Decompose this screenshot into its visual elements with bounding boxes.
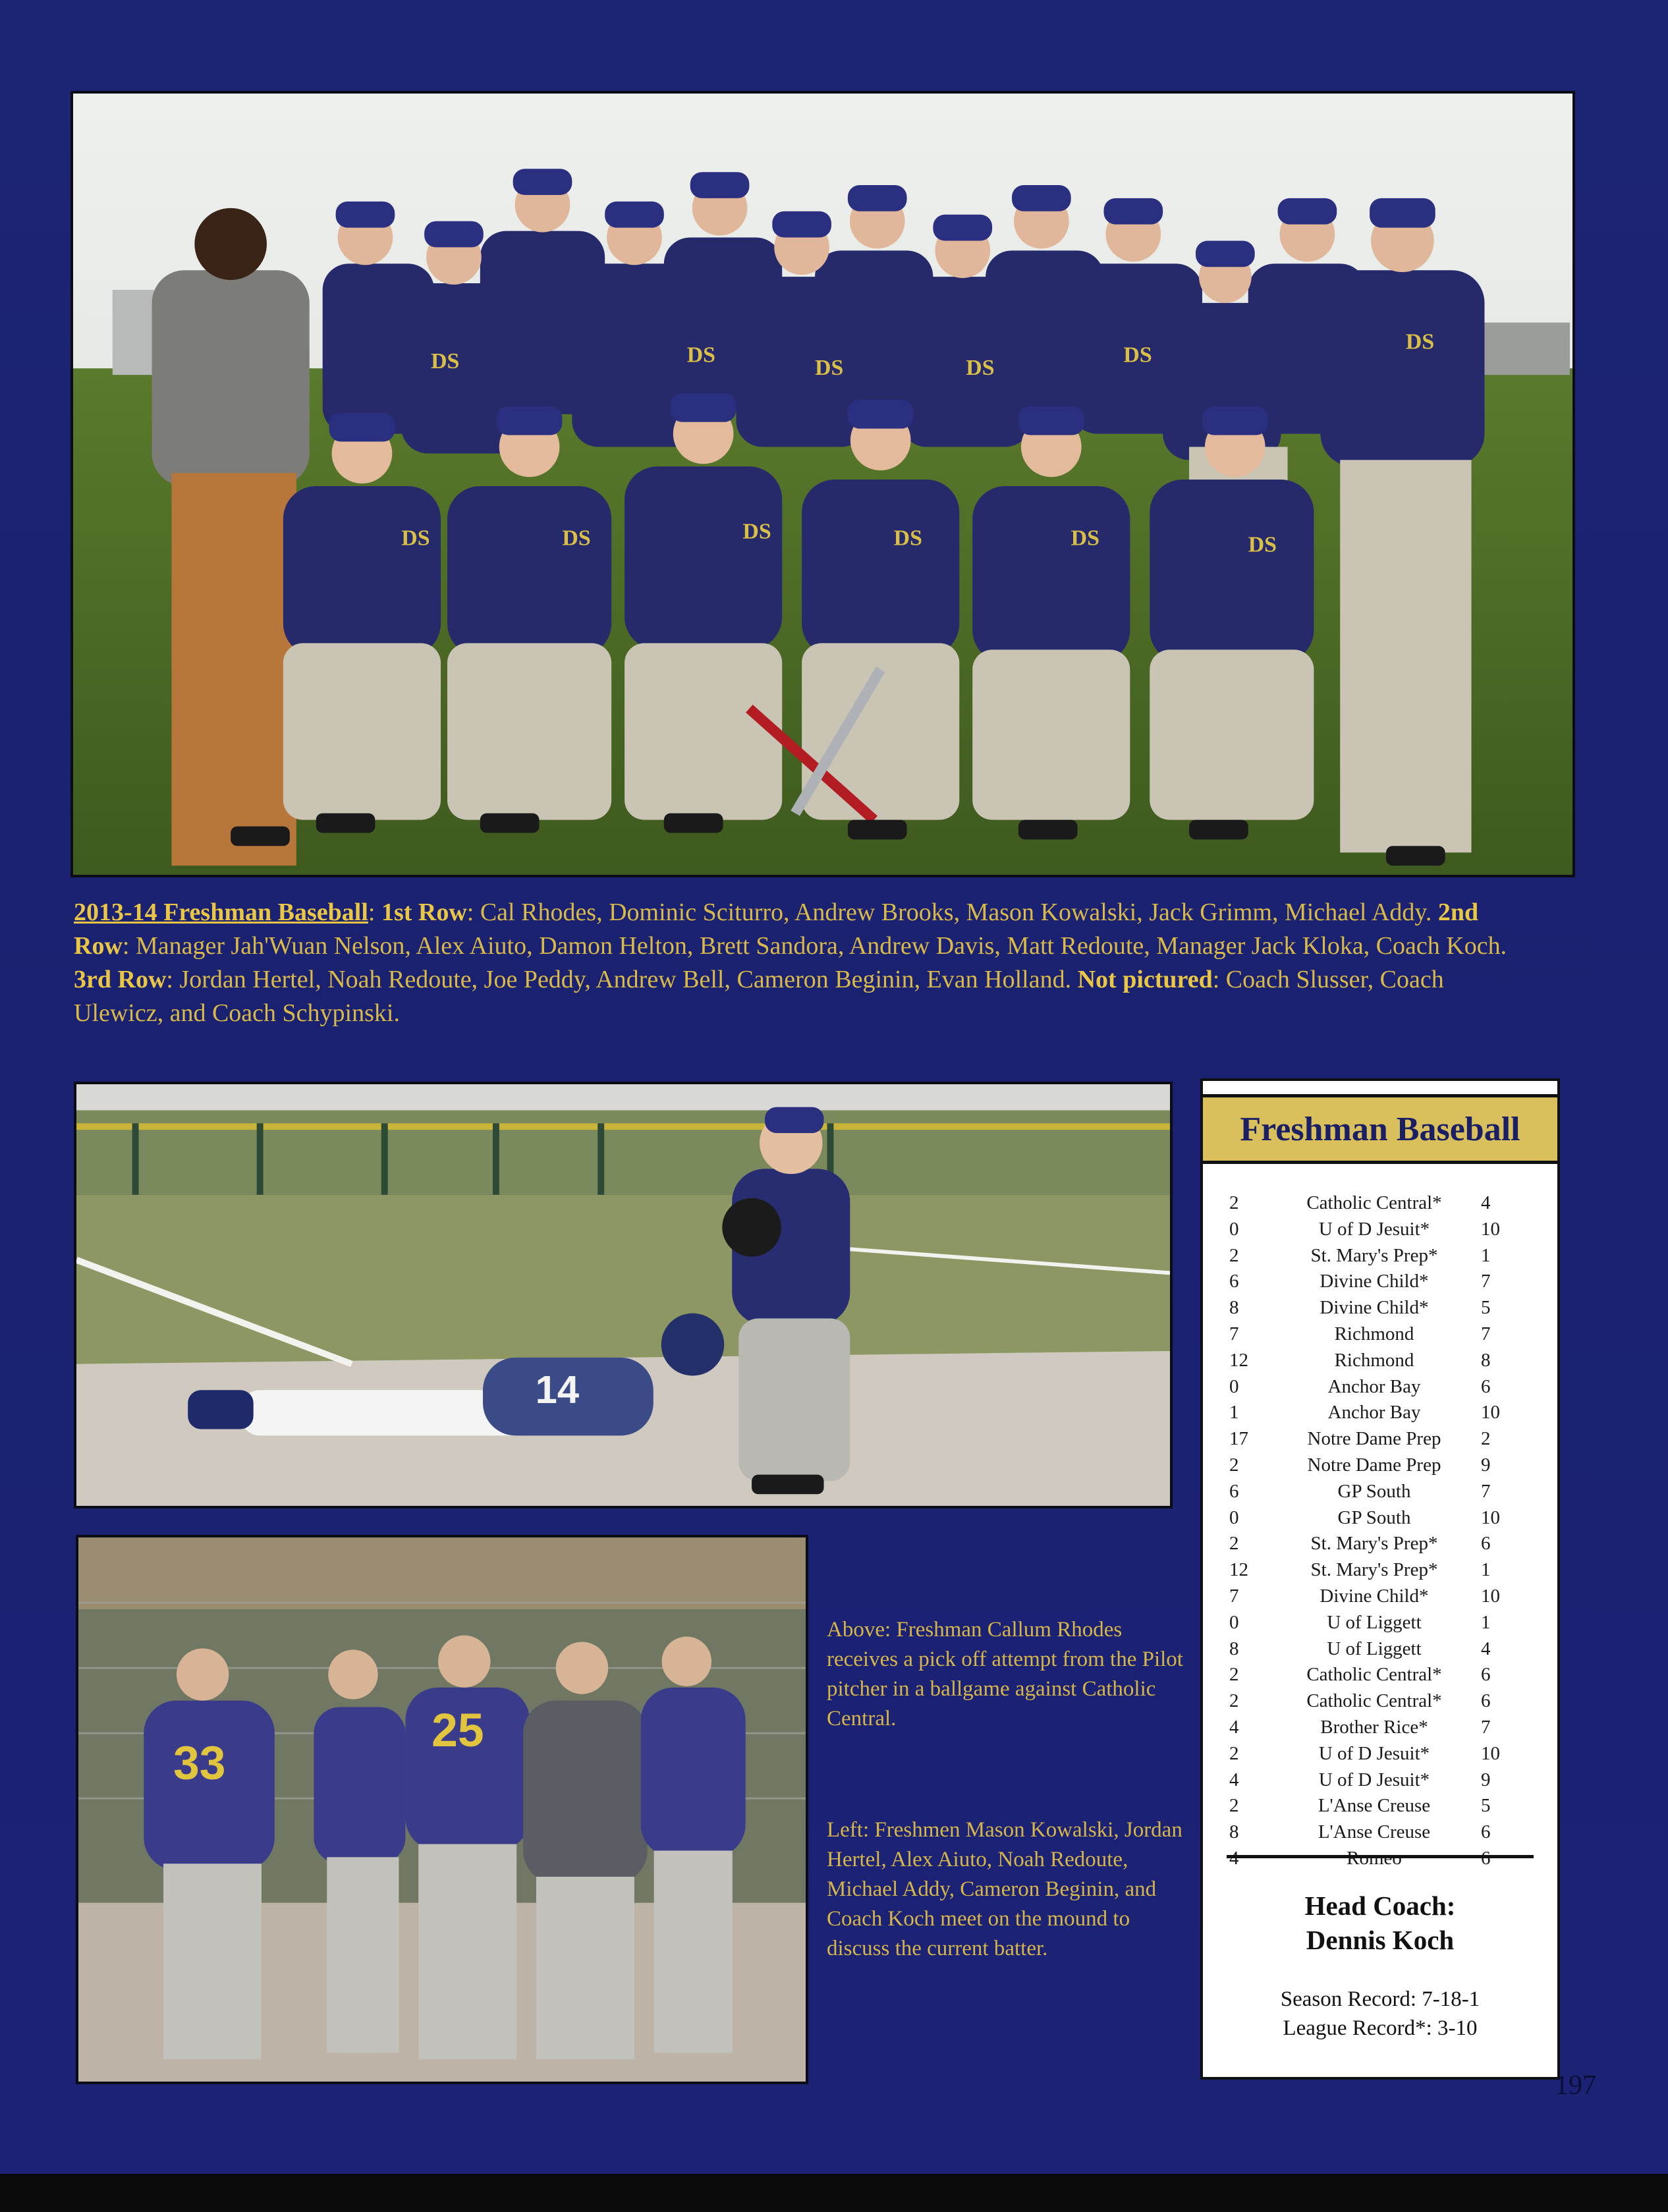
schedule-row (1229, 1505, 1532, 1532)
team-photo-caption: 2013-14 Freshman Baseball: 1st Row: Cal Rhodes, Dominic Sciturro, Andrew Brooks, Mason Kowalski, Jack Grimm, Michael Addy. 2nd Row: Manager Jah'Wuan Nelson, Alex Aiuto, Damon Helton, Brett Sandora, Andrew Davis, Matt Redoute, Manager Jack Kloka, Coach Koch. 3rd Row: Jordan Hertel, Noah Redoute, Joe Peddy, Andrew Bell, Cameron Beginin, Evan Holland. Not pictured: Coach Slusser, Coach Ulewicz, and Coach Schypinski. (74, 899, 1507, 1027)
opponent-name: St. Mary's Prep* (1310, 1244, 1438, 1266)
opponent-name: Notre Dame Prep (1307, 1428, 1441, 1450)
opponent-name: U of D Jesuit* (1318, 1742, 1430, 1764)
opponent-name: GP South (1337, 1507, 1411, 1528)
our-score: 1 (1229, 1402, 1239, 1424)
row2-names: Manager Jah'Wuan Nelson, Alex Aiuto, Damon Helton, Brett Sandora, Andrew Davis, Matt Redoute, Manager Jack Kloka, Coach Koch. (135, 932, 1507, 960)
our-score: 0 (1229, 1218, 1239, 1240)
opponent-score: 4 (1481, 1638, 1491, 1659)
schedule-box (1200, 1078, 1560, 2080)
schedule-row (1229, 1321, 1532, 1348)
our-score: 2 (1229, 1244, 1239, 1266)
head-coach-label: Head Coach: (1304, 1891, 1456, 1921)
caption-left: Left: Freshmen Mason Kowalski, Jordan Hertel, Alex Aiuto, Noah Redoute, Michael Addy, Cameron Beginin, and Coach Koch meet on the mound to discuss the current batter. (827, 1818, 1182, 1960)
opponent-name: Catholic Central* (1306, 1690, 1442, 1712)
schedule-row (1229, 1295, 1532, 1321)
opponent-score: 7 (1481, 1480, 1491, 1502)
opponent-score: 7 (1481, 1716, 1491, 1738)
schedule-row (1229, 1557, 1532, 1584)
our-score: 2 (1229, 1454, 1239, 1476)
schedule-list (1229, 1190, 1532, 1872)
our-score: 7 (1229, 1323, 1239, 1344)
our-score: 2 (1229, 1664, 1239, 1686)
opponent-score: 5 (1481, 1297, 1491, 1319)
opponent-score: 7 (1481, 1271, 1491, 1292)
not-pictured-names: Coach Slusser, Coach Ulewicz, and Coach Schypinski. (74, 966, 1444, 1027)
huddle-photo (76, 1535, 808, 2084)
our-score: 12 (1229, 1349, 1248, 1371)
schedule-row (1229, 1348, 1532, 1374)
opponent-name: U of Liggett (1327, 1638, 1422, 1659)
schedule-row (1229, 1452, 1532, 1479)
schedule-row (1229, 1636, 1532, 1663)
row2-label: 2nd Row (74, 899, 1479, 960)
our-score: 2 (1229, 1742, 1239, 1764)
opponent-score: 10 (1481, 1507, 1500, 1528)
schedule-row (1229, 1190, 1532, 1217)
jersey-logo: DS (562, 526, 591, 551)
opponent-score: 5 (1481, 1795, 1491, 1817)
jersey-logo: DS (431, 349, 460, 374)
divider (1227, 1855, 1534, 1858)
league-record: League Record*: 3-10 (1283, 2016, 1478, 2040)
schedule-title: Freshman Baseball (1203, 1094, 1557, 1164)
our-score: 4 (1229, 1716, 1239, 1738)
row3-label: 3rd Row (74, 966, 167, 993)
opponent-score (1481, 1846, 1527, 1872)
our-score: 7 (1229, 1585, 1239, 1607)
opponent-score: 10 (1481, 1218, 1500, 1240)
season-record: Season Record: 7-18-1 (1280, 1987, 1480, 2011)
row3-names: Jordan Hertel, Noah Redoute, Joe Peddy, Andrew Bell, Cameron Beginin, Evan Holland. (179, 966, 1072, 993)
opponent-name: Richmond (1334, 1349, 1414, 1371)
caption-heading: 2013-14 Freshman Baseball (74, 899, 368, 926)
opponent-score: 1 (1481, 1559, 1491, 1581)
row1-names: Cal Rhodes, Dominic Sciturro, Andrew Brooks, Mason Kowalski, Jack Grimm, Michael Addy. (480, 899, 1432, 926)
opponent-name: Anchor Bay (1327, 1402, 1421, 1424)
opponent-name: GP South (1337, 1480, 1411, 1502)
opponent-score: 6 (1481, 1375, 1491, 1397)
opponent-name: U of D Jesuit* (1318, 1769, 1430, 1790)
our-score: 8 (1229, 1297, 1239, 1319)
opponent-score: 10 (1481, 1402, 1500, 1424)
schedule-row (1229, 1741, 1532, 1767)
our-score: 0 (1229, 1375, 1239, 1397)
opponent-name: U of D Jesuit* (1318, 1218, 1430, 1240)
our-score: 0 (1229, 1611, 1239, 1633)
opponent-name: Brother Rice* (1320, 1716, 1428, 1738)
our-score (1229, 1846, 1269, 1872)
head-coach-name: Dennis Koch (1306, 1925, 1455, 1955)
jersey-logo: DS (966, 356, 995, 381)
jersey-logo: DS (686, 343, 716, 368)
our-score: 2 (1229, 1192, 1239, 1213)
opponent-name: St. Mary's Prep* (1310, 1559, 1438, 1581)
opponent-name: L'Anse Creuse (1318, 1795, 1431, 1817)
schedule-row (1229, 1217, 1532, 1243)
schedule-row (1229, 1400, 1532, 1426)
opponent-name: Divine Child* (1320, 1585, 1429, 1607)
schedule-row (1229, 1531, 1532, 1557)
player-25-number: 25 (431, 1704, 484, 1757)
our-score: 0 (1229, 1507, 1239, 1528)
opponent-score: 6 (1481, 1821, 1491, 1843)
opponent-name: Catholic Central* (1306, 1192, 1442, 1213)
jersey-logo: DS (742, 519, 771, 544)
schedule-row (1229, 1269, 1532, 1295)
schedule-row (1229, 1662, 1532, 1688)
player-33-number: 33 (173, 1736, 226, 1790)
caption-above: Above: Freshman Callum Rhodes receives a pick off attempt from the Pilot pitcher in a ballgame against Catholic Central. (827, 1618, 1183, 1730)
schedule-row (1229, 1243, 1532, 1269)
schedule-row (1229, 1610, 1532, 1636)
schedule-row (1229, 1479, 1532, 1505)
schedule-row (1229, 1715, 1532, 1741)
opponent-name: Notre Dame Prep (1307, 1454, 1441, 1476)
schedule-row (1229, 1374, 1532, 1400)
our-score: 4 (1229, 1769, 1239, 1790)
opponent-score: 7 (1481, 1323, 1491, 1344)
opponent-name: Divine Child* (1320, 1297, 1429, 1319)
opponent-score: 1 (1481, 1244, 1491, 1266)
schedule-row (1229, 1426, 1532, 1452)
action-photo (74, 1082, 1173, 1508)
team-photo (70, 91, 1575, 877)
opponent-score: 6 (1481, 1533, 1491, 1555)
opponent-name: Divine Child* (1320, 1271, 1429, 1292)
row1-label: 1st Row (381, 899, 467, 926)
our-score: 8 (1229, 1638, 1239, 1659)
not-pictured-label: Not pictured (1077, 966, 1213, 993)
opponent-name: Richmond (1334, 1323, 1414, 1344)
our-score: 2 (1229, 1795, 1239, 1817)
schedule-row (1229, 1846, 1532, 1872)
jersey-logo: DS (815, 356, 844, 381)
our-score: 8 (1229, 1821, 1239, 1843)
opponent-score: 9 (1481, 1769, 1491, 1790)
opponent-score: 6 (1481, 1664, 1491, 1686)
opponent-name (1275, 1846, 1473, 1872)
opponent-score: 4 (1481, 1192, 1491, 1213)
schedule-row (1229, 1819, 1532, 1846)
our-score: 6 (1229, 1271, 1239, 1292)
jersey-logo: DS (1070, 526, 1099, 551)
page-bottom-edge (0, 2174, 1668, 2212)
opponent-name: L'Anse Creuse (1318, 1821, 1431, 1843)
opponent-name: Anchor Bay (1327, 1375, 1421, 1397)
jersey-logo: DS (1123, 343, 1152, 368)
schedule-row (1229, 1767, 1532, 1794)
jersey-logo: DS (401, 526, 430, 551)
opponent-name: Catholic Central* (1306, 1664, 1442, 1686)
our-score: 2 (1229, 1690, 1239, 1712)
jersey-logo: DS (1405, 329, 1435, 354)
schedule-row (1229, 1584, 1532, 1610)
our-score: 17 (1229, 1428, 1248, 1450)
jersey-logo: DS (1248, 532, 1277, 557)
opponent-score: 9 (1481, 1454, 1491, 1476)
runner-jersey-number: 14 (535, 1368, 580, 1412)
opponent-name: U of Liggett (1327, 1611, 1422, 1633)
page-number: 197 (1555, 2070, 1596, 2101)
opponent-score: 6 (1481, 1690, 1491, 1712)
our-score: 12 (1229, 1559, 1248, 1581)
opponent-score: 1 (1481, 1611, 1491, 1633)
opponent-score: 8 (1481, 1349, 1491, 1371)
opponent-score: 2 (1481, 1428, 1491, 1450)
jersey-logo: DS (893, 526, 922, 551)
our-score: 6 (1229, 1480, 1239, 1502)
opponent-score: 10 (1481, 1742, 1500, 1764)
opponent-name: St. Mary's Prep* (1310, 1533, 1438, 1555)
schedule-row (1229, 1688, 1532, 1715)
our-score: 2 (1229, 1533, 1239, 1555)
opponent-score: 10 (1481, 1585, 1500, 1607)
schedule-row (1229, 1793, 1532, 1819)
